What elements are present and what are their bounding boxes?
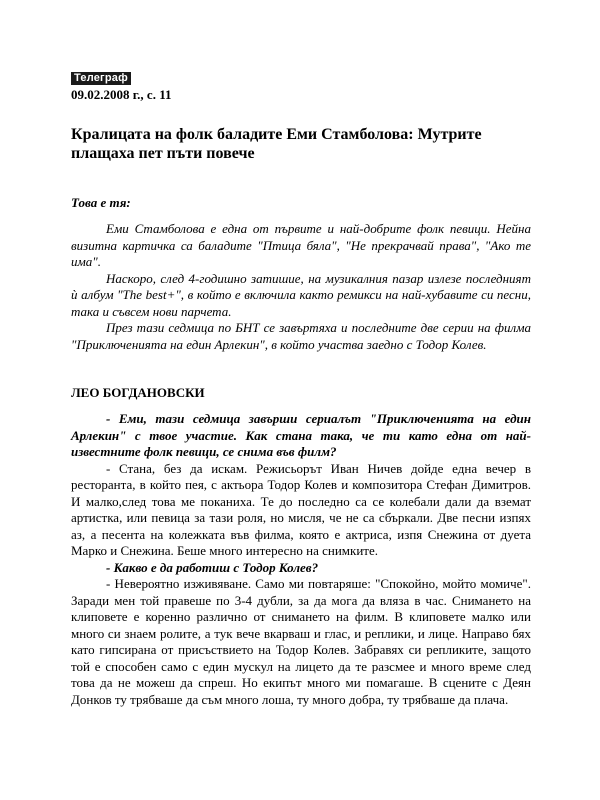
newspaper-logo	[71, 68, 531, 86]
intro-paragraph: През тази седмица по БНТ се завъртяха и последните две серии на филма "Приключенията на един Арлекин", в който участва заедно с Тодор Колев.	[71, 320, 531, 352]
article-headline: Кралицата на фолк баладите Еми Стамболова: Мутрите плащаха пет пъти повече	[71, 126, 482, 162]
intro-paragraph: Наскоро, след 4-годишно затишие, на музикалния пазар излезе последният ѝ албум "The best+", в който е включила както ремикси на най-хубавите си песни, така и съвсем нови парчета.	[71, 270, 531, 319]
interview-answer: - Стана, без да искам. Режисьорът Иван Ничев дойде една вечер в ресторанта, в който пея, с актьора Тодор Колев и композитора Стефан Димитров. И малко,след това ме поканиха. Те до последно са се колебали дали да вземат артистка, или певица за тази роля, но мисля, че не са сбъркали. Две песни изпях аз, а песента на колежката във филма, която е актриса, изпя Снежина от дуета Марко и Снежина. Беше много интересно на снимките.	[71, 460, 531, 558]
interview-answer: - Невероятно изживяване. Само ми повтаряше: "Спокойно, мойто момиче". Заради мен той правеше по 3-4 дубли, за да мога да вляза в час. Снимането на клиповете е коренно различно от снимането на филм. В клиповете малко или много си знаем ролите, а тук вече вкарваш и глас, и реплики, и лице. Направо бях като гипсирана от присъствието на Тодор Колев. Забравях си репликите, защото той е способен само с един мускул на лицето да те разсмее и много време след това да не можеш да спреш. Но екипът много ми помагаше. В сцените с Деян Донков ту трябваше да съм много лоша, ту много добра, ту трябваше да плача.	[71, 576, 531, 707]
intro-label: Това е тя:	[71, 195, 131, 210]
intro-paragraph: Еми Стамболова е една от първите и най-добрите фолк певици. Нейна визитна картичка са баладите "Птица бяла", "Не прекрачвай права", "Ако те има".	[71, 221, 531, 269]
interview-question: - Еми, тази седмица завърши сериалът "Приключенията на един Арлекин" с твое участие. Как стана така, че ти като една от най-известните фолк певици, се снима във филм?	[71, 411, 531, 459]
author-byline: ЛЕО БОГДАНОВСКИ	[71, 385, 205, 400]
logo-text: Телеграф	[71, 72, 131, 85]
article-page	[71, 68, 531, 708]
issue-date: 09.02.2008 г., с. 11	[71, 87, 172, 102]
interview-question: - Какво е да работиш с Тодор Колев?	[106, 559, 319, 575]
intro-block	[71, 221, 531, 353]
interview-body	[71, 411, 531, 708]
